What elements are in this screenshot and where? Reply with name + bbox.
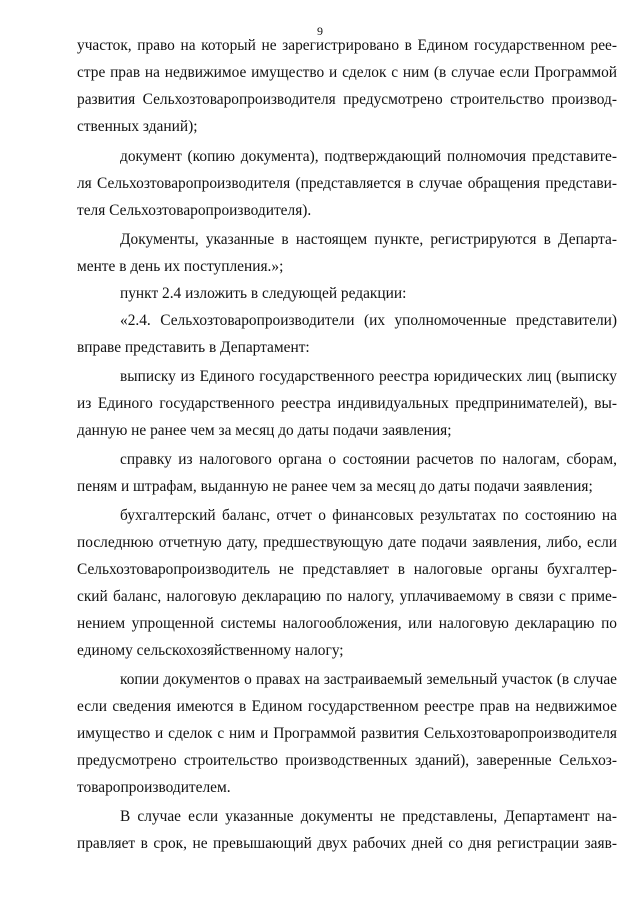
text-line: предусмотрено строительство производственных зданий), заверенные Сельхоз- <box>77 752 617 769</box>
text-line: Сельхозтоваропроизводитель не представляет в налоговые органы бухгалтер- <box>77 561 617 578</box>
text-line: Документы, указанные в настоящем пункте, регистрируются в Департа- <box>120 231 617 248</box>
text-line: менте в день их поступления.»; <box>77 258 284 275</box>
text-line: справку из налогового органа о состоянии расчетов по налогам, сборам, <box>120 451 617 468</box>
text-line: стре прав на недвижимое имущество и сделок с ним (в случае если Программой <box>77 64 617 81</box>
text-line: документ (копию документа), подтверждающий полномочия представите- <box>120 148 617 165</box>
text-line: пеням и штрафам, выданную не ранее чем за месяц до даты подачи заявления; <box>77 478 593 495</box>
text-line: В случае если указанные документы не представлены, Департамент на- <box>120 808 617 825</box>
text-line: участок, право на который не зарегистрировано в Едином государственном рее- <box>77 37 617 54</box>
text-line: копии документов о правах на застраиваемый земельный участок (в случае <box>120 671 617 688</box>
text-line: пункт 2.4 изложить в следующей редакции: <box>120 285 407 302</box>
text-line: бухгалтерский баланс, отчет о финансовых результатах по состоянию на <box>120 507 617 524</box>
text-line: ственных зданий); <box>77 118 198 135</box>
text-line: «2.4. Сельхозтоваропроизводители (их уполномоченные представители) <box>120 312 617 329</box>
text-line: выписку из Единого государственного реестра юридических лиц (выписку <box>120 368 617 385</box>
text-line: из Единого государственного реестра индивидуальных предпринимателей), вы- <box>77 395 617 412</box>
text-line: последнюю отчетную дату, предшествующую дате подачи заявления, либо, если <box>77 534 617 551</box>
page-number: 9 <box>317 24 323 38</box>
text-line: нением упрощенной системы налогообложения, или налоговую декларацию по <box>77 615 617 632</box>
text-line: товаропроизводителем. <box>77 779 231 796</box>
text-line: правляет в срок, не превышающий двух рабочих дней со дня регистрации заяв- <box>77 835 617 852</box>
text-line: ский баланс, налоговую декларацию по налогу, уплачиваемому в связи с приме- <box>77 588 617 605</box>
text-line: развития Сельхозтоваропроизводителя предусмотрено строительство производ- <box>77 91 617 108</box>
text-line: если сведения имеются в Едином государственном реестре прав на недвижимое <box>77 698 617 715</box>
text-line: единому сельскохозяйственному налогу; <box>77 642 344 659</box>
text-line: ля Сельхозтоваропроизводителя (представляется в случае обращения представи- <box>77 175 617 192</box>
text-line: имущество и сделок с ним и Программой развития Сельхозтоваропроизводителя <box>77 725 617 742</box>
text-line: данную не ранее чем за месяц до даты подачи заявления; <box>77 422 452 439</box>
text-line: вправе представить в Департамент: <box>77 339 310 356</box>
text-line: теля Сельхозтоваропроизводителя). <box>77 202 312 219</box>
